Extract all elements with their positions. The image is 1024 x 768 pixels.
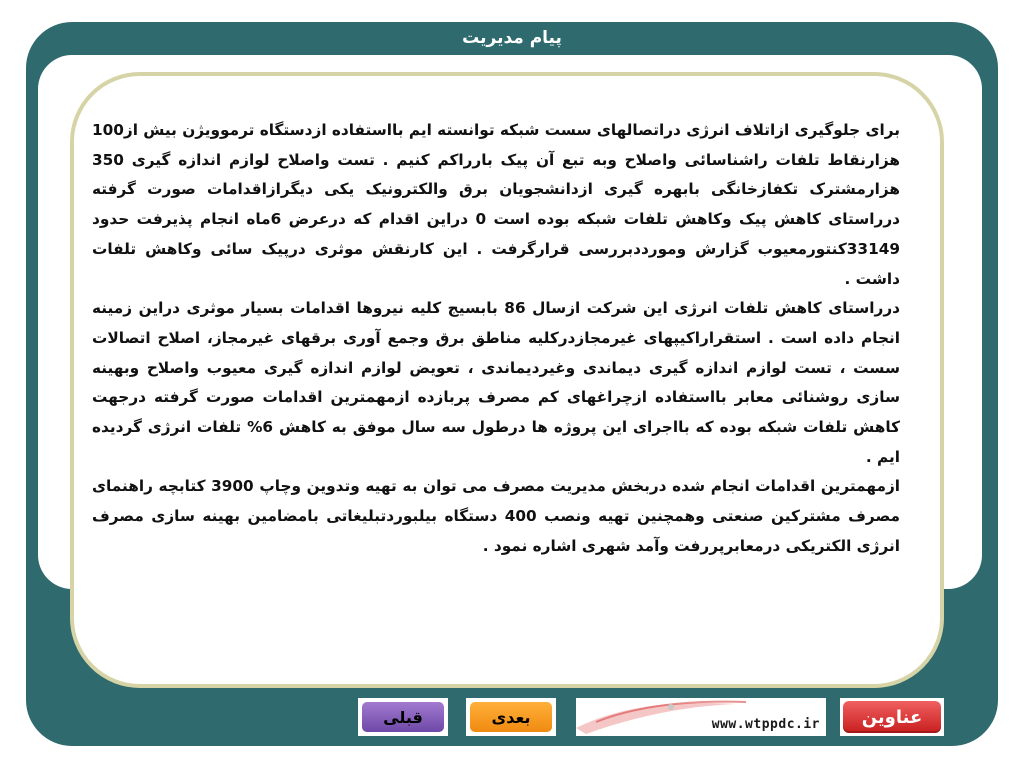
- next-button[interactable]: [466, 698, 556, 736]
- page-title: پیام مدیریت: [462, 28, 562, 48]
- paragraph-1: برای جلوگیری ازاتلاف انرژی دراتصالهای سست شبکه توانسته ایم بااستفاده ازدستگاه ترموویژن بیش از100 هزارنقاط تلفات راشناسائی واصلاح وبه تبع آن پیک بارراکم کنیم . تست واصلاح لوازم اندازه گیری 350 هزارمشترک تکفازخانگی بابهره گیری ازدانشجویان برق والکترونیک یکی دیگرازاقدامات صورت گرفته درراستای کاهش پیک وکاهش تلفات شبکه بوده است 0 دراین اقدام که درعرض 6ماه انجام پذیرفت حدود 33149کنتورمعیوب گزارش ومورددبررسی قرارگرفت . این کارنقش موثری درپیک سائی وکاهش تلفات داشت .: [91, 121, 900, 288]
- paragraph-2: درراستای کاهش تلفات انرژی این شرکت ازسال 86 بابسیج کلیه نیروها اقدامات بسیار موثری دراین زمینه انجام داده است . استقراراکیپهای غیرمجازدرکلیه مناطق برق وجمع آوری برقهای غیرمجاز، اصلاح اتصالات سست ، تست لوازم اندازه گیری دیماندی وغیردیماندی ، تعویض لوازم اندازه گیری معیوب واصلاح وبهینه سازی روشنائی معابر بااستفاده ازچراغهای کم مصرف پربازده ازمهمترین اقدامات صورت گرفته درجهت کاهش تلفات شبکه بوده که بااجرای این پروژه ها درطول سه سال موفق به کاهش 6% تلفات انرژی گردیده ایم .: [92, 299, 901, 466]
- prev-button[interactable]: [358, 698, 448, 736]
- logo-link[interactable]: [576, 698, 826, 736]
- titles-button-label: عناوین: [843, 701, 941, 733]
- titles-button[interactable]: [840, 698, 944, 736]
- logo-url-text: www.wtppdc.ir: [711, 717, 820, 732]
- paragraph-3: ازمهمترین اقدامات انجام شده دربخش مدیریت مصرف می توان به تهیه وتدوین وچاپ 3900 کتابچه راهنمای مصرف مشترکین صنعتی وهمچنین تهیه ونصب 400 دستگاه بیلبوردتبلیغاتی بامضامین بهینه سازی مصرف انرژی الکتریکی درمعابرپررفت وآمد شهری اشاره نمود .: [92, 477, 900, 555]
- content-text: [92, 116, 900, 562]
- next-button-label: بعدی: [470, 702, 552, 732]
- prev-button-label: قبلی: [362, 702, 444, 732]
